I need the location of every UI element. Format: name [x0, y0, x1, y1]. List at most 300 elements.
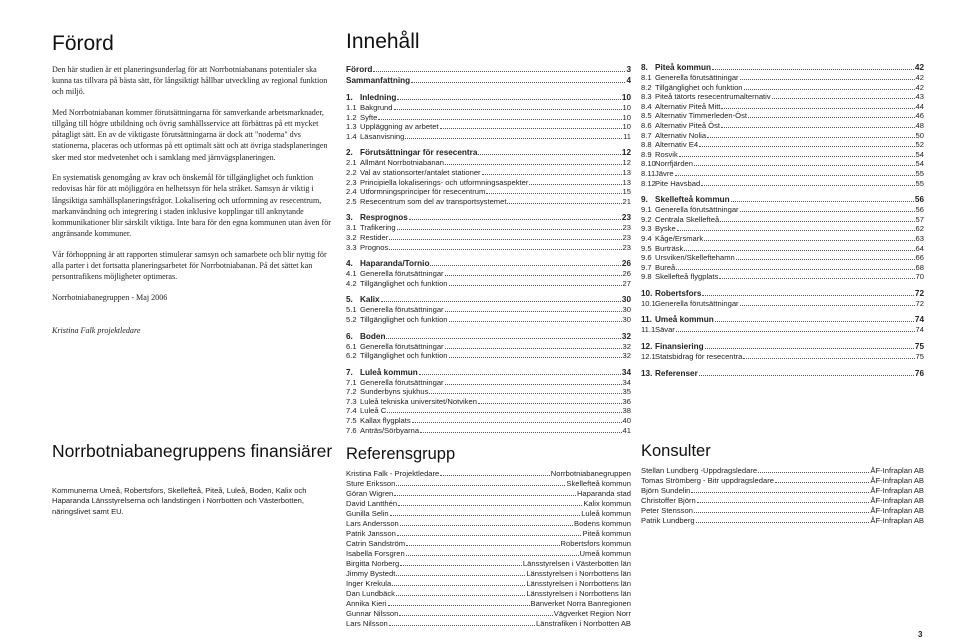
konsult-member [641, 506, 924, 516]
toc-entry-page: 70 [915, 272, 924, 282]
forord-paragraph: Norrbotniabanegruppen - Maj 2006 [52, 292, 168, 302]
toc-entry-title: Generella förutsättningar [360, 341, 444, 351]
dot-leader [486, 193, 621, 194]
dot-leader [478, 403, 622, 404]
toc-entry-number: 4.2 [346, 278, 357, 288]
toc-entry [346, 75, 631, 86]
dot-leader [449, 357, 622, 358]
toc-entry-page: 15 [622, 187, 631, 197]
dot-leader [412, 422, 622, 423]
dot-leader [400, 525, 573, 526]
dot-leader [704, 240, 914, 241]
dot-leader [389, 239, 621, 240]
toc-entry-title: Burträsk [655, 243, 684, 253]
member-organisation: ÅF-Infraplan AB [870, 516, 924, 525]
toc-entry [346, 416, 631, 426]
dot-leader [445, 384, 622, 385]
toc-entry [641, 205, 924, 215]
toc-entry-number: 8.11 [641, 168, 656, 178]
toc-entry-page: 30 [622, 305, 631, 315]
toc-entry-title: Prognos [360, 242, 389, 252]
toc-entry [641, 272, 924, 282]
toc-entry-number: 9.7 [641, 262, 652, 272]
referensgrupp-member [346, 559, 631, 569]
toc-entry-title: Tillgänglighet och funktion [360, 278, 448, 288]
member-name: Lars Andersson [346, 519, 399, 529]
referensgrupp-member [346, 539, 631, 549]
member-organisation: Länsstyrelsen i Norrbottens län [526, 589, 631, 599]
referensgrupp-list [346, 469, 631, 629]
toc-entry-page: 54 [915, 159, 924, 169]
member-organisation: Skellefteå kommun [566, 479, 631, 489]
toc-entry-number: 10.1 [641, 298, 656, 308]
toc-entry-number: 2. [346, 148, 353, 158]
member-organisation: Robertsfors kommun [560, 539, 631, 549]
referensgrupp-member [346, 609, 631, 619]
toc-entry-page: 13 [622, 177, 631, 187]
member-name: Lars Nilsson [346, 619, 388, 629]
dot-leader [696, 522, 870, 523]
member-name: Jimmy Bystedt [346, 569, 396, 579]
toc-entry-title: Statsbidrag för resecentra [655, 352, 743, 362]
toc-entry-number: 6.1 [346, 341, 357, 351]
toc-entry-title: Förord [346, 65, 373, 74]
toc-entry-title: Piteå tätorts resecentrumalternativ [655, 92, 771, 102]
dot-leader [721, 127, 915, 128]
toc-entry-title: Uppläggning av arbetet [360, 122, 439, 132]
toc-entry-title: Principiella lokaliserings- och utformningsaspekter [360, 177, 529, 187]
toc-entry-page: 63 [915, 233, 924, 243]
toc-entry-number: 13. [641, 368, 653, 378]
toc-entry-title: Syfte [360, 112, 378, 122]
dot-leader [676, 269, 914, 270]
toc-entry-number: 7.5 [346, 416, 357, 426]
dot-leader [400, 565, 522, 566]
toc-entry-title: Bureå [655, 262, 676, 272]
toc-entry-page: 23 [622, 242, 631, 252]
member-organisation: ÅF-Infraplan AB [870, 506, 924, 515]
toc-entry-number: 8.7 [641, 130, 652, 140]
toc-entry-title: Jävre [655, 168, 674, 178]
dot-leader [720, 221, 914, 222]
member-name: Patrik Lundberg [641, 516, 695, 525]
dot-leader [697, 502, 870, 503]
toc-entry-number: 1.4 [346, 131, 357, 141]
toc-entry-number: 7.2 [346, 387, 357, 397]
dot-leader [396, 485, 565, 486]
dot-leader [715, 321, 914, 322]
dot-leader [758, 472, 869, 473]
konsult-member [641, 466, 924, 476]
toc-entry-title: Tillgänglighet och funktion [360, 314, 448, 324]
toc-entry [346, 367, 631, 378]
member-name: Christoffer Björn [641, 496, 696, 505]
dot-leader [691, 492, 869, 493]
dot-leader [378, 119, 621, 120]
toc-entry [641, 121, 924, 131]
toc-entry [346, 426, 631, 436]
toc-entry [346, 64, 631, 75]
toc-entry-title: Generella förutsättningar [360, 305, 444, 315]
toc-entry-page: 46 [915, 111, 924, 121]
toc-entry-page: 42 [914, 63, 924, 72]
konsult-member [641, 476, 924, 486]
member-organisation: Länsstyrelsen i Västerbotten län [522, 559, 631, 569]
toc-entry-title: Bakgrund [360, 103, 393, 112]
dot-leader [420, 432, 621, 433]
toc-entry-title: Anträs/Sörbyarna [360, 425, 420, 435]
toc-entry [346, 387, 631, 397]
toc-entry-page: 44 [915, 101, 924, 111]
toc-entry-title: Centrala Skellefteå [655, 214, 720, 224]
toc-entry-title: Utformningsprinciper för resecentrum [360, 187, 486, 197]
referensgrupp-member [346, 529, 631, 539]
toc-entry-page: 64 [915, 243, 924, 253]
dot-leader [675, 175, 915, 176]
toc-entry-page: 57 [915, 214, 924, 224]
toc-entry-title: Sunderbyns sjukhus [360, 387, 429, 397]
dot-leader [445, 311, 622, 312]
signature: Kristina Falk projektledare [52, 325, 141, 335]
member-organisation: Vägverket Region Norr [553, 609, 631, 619]
toc-entry-page: 32 [622, 351, 631, 361]
toc-entry-number: 9.4 [641, 233, 652, 243]
toc-entry-number: 5.2 [346, 314, 357, 324]
member-organisation: Länsstyrelsen i Norrbottens län [526, 579, 631, 589]
toc-entry [346, 351, 631, 361]
toc-entry [641, 244, 924, 254]
konsult-member [641, 496, 924, 506]
toc-entry-page: 42 [915, 73, 924, 82]
toc-entry-title: Umeå kommun [655, 315, 714, 325]
dot-leader [775, 482, 869, 483]
dot-leader [719, 278, 914, 279]
toc-entry-title: Förutsättningar för resecentra [360, 148, 478, 158]
toc-entry-page: 10 [621, 93, 631, 102]
dot-leader [744, 89, 915, 90]
toc-entry-page: 23 [622, 232, 631, 242]
toc-entry-page: 32 [622, 341, 631, 351]
toc-entry [346, 342, 631, 352]
member-name: Sture Eriksson [346, 479, 396, 489]
konsulter-title: Konsulter [641, 442, 711, 460]
toc-entry-title: Boden [360, 331, 386, 341]
toc-entry-number: 3.3 [346, 242, 357, 252]
referensgrupp-title: Referensgrupp [346, 445, 456, 464]
toc-entry-number: 1.2 [346, 112, 357, 122]
dot-leader [399, 615, 552, 616]
dot-leader [482, 174, 622, 175]
toc-entry-number: 9.8 [641, 272, 652, 282]
member-organisation: Piteå kommun [582, 529, 631, 539]
toc-entry-page: 75 [914, 342, 924, 352]
toc-entry-number: 9.1 [641, 205, 652, 215]
dot-leader [445, 348, 622, 349]
toc-entry-number: 11. [641, 315, 652, 325]
dot-leader [398, 505, 582, 506]
toc-entry [641, 62, 924, 73]
dot-leader [677, 230, 915, 231]
toc-entry [641, 179, 924, 189]
toc-entry [346, 279, 631, 289]
toc-entry-page: 55 [915, 178, 924, 188]
toc-entry-page: 30 [621, 295, 631, 305]
toc-entry-number: 3. [346, 213, 353, 223]
dot-leader [445, 164, 622, 165]
dot-leader [440, 475, 550, 476]
toc-entry-title: Referenser [655, 368, 698, 378]
konsult-member [641, 516, 924, 526]
toc-entry-number: 3.1 [346, 223, 357, 233]
dot-leader [707, 137, 914, 138]
toc-entry-page: 23 [622, 223, 631, 233]
toc-entry-title: Rosvik [655, 149, 678, 159]
referensgrupp-member [346, 579, 631, 589]
toc-entry-title: Luleå kommun [360, 367, 418, 377]
toc-entry-page: 55 [915, 168, 924, 178]
dot-leader [684, 250, 914, 251]
member-organisation: ÅF-Infraplan AB [870, 486, 924, 495]
toc-entry-page: 75 [915, 352, 924, 362]
toc-entry-page: 72 [915, 298, 924, 308]
dot-leader [406, 545, 559, 546]
member-organisation: Bodens kommun [574, 519, 631, 529]
dot-leader [406, 555, 579, 556]
member-name: Björn Sundelin [641, 486, 691, 495]
toc-entry-page: 42 [915, 82, 924, 92]
toc-entry-page: 23 [621, 213, 631, 223]
member-name: Kristina Falk - Projektledare [346, 469, 440, 479]
toc-entry-number: 7.3 [346, 396, 357, 406]
dot-leader [411, 82, 625, 83]
dot-leader [701, 185, 914, 186]
toc-entry [346, 92, 631, 103]
forord-paragraph: Vår förhoppning är att rapporten stimulerar samsyn och samarbete och blir nyttig för alla parter i det fortsatta planeringsarbetet för Norrbotniabanan. På det sättet kan persontrafikens möjligheter optimeras. [52, 249, 327, 281]
dot-leader [386, 338, 620, 339]
member-name: Göran Wigren [346, 489, 394, 499]
toc-entry [641, 288, 924, 299]
dot-leader [397, 99, 621, 100]
toc-entry-title: Norrfjärden [655, 159, 693, 169]
toc-entry-page: 27 [622, 278, 631, 288]
dot-leader [389, 625, 535, 626]
toc-entry-page: 12 [622, 158, 631, 168]
toc-entry-number: 8.3 [641, 92, 652, 102]
toc-entry [641, 194, 924, 205]
toc-entry-number: 6. [346, 331, 353, 341]
dot-leader [394, 495, 576, 496]
member-name: Peter Stensson [641, 506, 693, 515]
toc-entry-page: 10 [622, 103, 631, 112]
member-organisation: Kalix kommun [583, 499, 631, 509]
toc-entry [346, 397, 631, 407]
toc-entry-page: 68 [915, 262, 924, 272]
dot-leader [740, 305, 915, 306]
toc-entry-page: 30 [622, 314, 631, 324]
dot-leader [705, 348, 914, 349]
toc-entry-title: Pite Havsbad [655, 178, 701, 188]
toc-entry-page: 32 [621, 331, 631, 341]
toc-entry-title: Kalix [360, 295, 380, 305]
toc-entry-number: 2.1 [346, 158, 357, 168]
toc-entry-number: 2.2 [346, 167, 357, 177]
konsult-member [641, 486, 924, 496]
forord-paragraph: Den här studien är ett planeringsunderlag för att Norrbotniabanans potentialer ska kunna tas tillvara på bästa sätt, för långsiktigt hållbar utveckling av regional funktion och miljö. [52, 65, 328, 97]
dot-leader [731, 201, 914, 202]
toc-entry-title: Haparanda/Tornio [360, 259, 430, 269]
toc-entry [641, 253, 924, 263]
dot-leader [748, 117, 915, 118]
member-name: Stellan Lundberg -Uppdragsledare [641, 466, 758, 475]
toc-entry-title: Finansiering [655, 342, 704, 352]
toc-entry [641, 352, 924, 362]
toc-entry [641, 159, 924, 169]
toc-entry-title: Trafikering [360, 223, 396, 233]
member-organisation: ÅF-Infraplan AB [870, 476, 924, 485]
toc-entry [346, 197, 631, 207]
forord-paragraph: En systematisk genomgång av krav och önskemål för tillgänglighet och funktion redovisas här för att möjliggöra en helhetssyn för hela stråket. Samsyn är viktig i långsiktiga samhällsplaneringsfrågor. Lokalisering och utformning av resecentrum, markanvändning och integrering i staden inklusive kopplingar till anknytande kommunikationer blir särskilt viktiga. Inte bara för den egna kommunen utan även för angränsande kommuner. [52, 173, 331, 239]
toc-entry-title: Skellefteå kommun [655, 195, 730, 205]
forord-section [52, 32, 334, 335]
toc-entry [346, 243, 631, 253]
member-name: Gunnar Nilsson [346, 609, 399, 619]
toc-entry-title: Alternativ Timmerleden-Öst [655, 111, 747, 121]
member-name: Patrik Jansson [346, 529, 396, 539]
referensgrupp-member [346, 519, 631, 529]
toc-entry-title: Sävar [655, 325, 675, 335]
dot-leader [419, 374, 621, 375]
referensgrupp-member [346, 619, 631, 629]
referensgrupp-member [346, 489, 631, 499]
referensgrupp-member [346, 589, 631, 599]
referensgrupp-member [346, 569, 631, 579]
toc-entry-number: 6.2 [346, 351, 357, 361]
toc-entry-number: 2.3 [346, 177, 357, 187]
toc-entry-number: 8.12 [641, 178, 656, 188]
toc-entry [641, 299, 924, 309]
toc-entry-page: 48 [915, 120, 924, 130]
toc-entry [641, 131, 924, 141]
toc-entry [346, 305, 631, 315]
toc-entry [346, 158, 631, 168]
toc-entry-page: 54 [915, 149, 924, 159]
toc-entry-number: 1.3 [346, 122, 357, 132]
toc-entry-page: 26 [622, 269, 631, 279]
dot-leader [699, 375, 914, 376]
toc-entry-title: Luleå C [360, 406, 387, 416]
toc-entry-title: Generella förutsättningar [655, 205, 739, 215]
toc-entry-number: 2.5 [346, 196, 357, 206]
toc-entry [346, 258, 631, 269]
toc-entry-page: 56 [914, 195, 924, 205]
toc-entry-number: 12. [641, 342, 653, 352]
dot-leader [449, 321, 622, 322]
toc-entry-page: 56 [915, 205, 924, 215]
toc-entry [346, 113, 631, 123]
toc-entry-page: 13 [622, 167, 631, 177]
toc-entry-number: 8.10 [641, 159, 656, 169]
toc-entry [346, 378, 631, 388]
dot-leader [392, 585, 525, 586]
toc-entry [641, 325, 924, 335]
toc-entry [641, 169, 924, 179]
dot-leader [445, 275, 622, 276]
dot-leader [676, 331, 915, 332]
member-name: Birgitta Norberg [346, 559, 400, 569]
toc-entry [346, 406, 631, 416]
toc-entry [641, 314, 924, 325]
toc-entry-number: 9.5 [641, 243, 652, 253]
toc-entry [641, 73, 924, 83]
toc-entry-number: 10. [641, 288, 653, 298]
toc-entry [641, 224, 924, 234]
toc-entry-title: Luleå tekniska universitet/Notviken [360, 396, 477, 406]
toc-section [346, 30, 631, 629]
dot-leader [721, 108, 914, 109]
toc-entry [641, 341, 924, 352]
toc-entry [641, 111, 924, 121]
konsulter-list [641, 466, 924, 526]
toc-entry-title: Kåge/Ersmark [655, 233, 704, 243]
dot-leader [694, 165, 915, 166]
toc-entry-title: Kallax flygplats [360, 416, 411, 426]
toc-entry [641, 263, 924, 273]
toc-entry-number: 8.1 [641, 73, 652, 82]
forord-paragraph: Med Norrbotniabanan kommer förutsättningarna för samverkande arbetsmarknader, tillgång till högre utbildning och övrig samhällsservice att förbättras på ett mycket påtagligt sätt. En av de viktigaste förutsättningarna är dock att "noderna" dvs stationerna, placeras och utformas på ett optimalt sätt och att övriga stadsplaneringen sker med stor medvetenhet och i samklang med järnvägsplaneringen. [52, 107, 328, 162]
toc-entry-number: 8.8 [641, 140, 652, 150]
dot-leader [440, 128, 622, 129]
toc-entry [346, 132, 631, 142]
member-name: Isabella Forsgren [346, 549, 405, 559]
toc-entry [346, 168, 631, 178]
toc-entry-number: 9.6 [641, 253, 652, 263]
toc-entry-number: 8.9 [641, 149, 652, 159]
dot-leader [449, 285, 622, 286]
toc-entry-page: 10 [622, 112, 631, 122]
toc-entry-page: 50 [915, 130, 924, 140]
toc-entry [641, 215, 924, 225]
dot-leader [387, 412, 621, 413]
toc-entry-title: Generella förutsättningar [655, 73, 739, 82]
referensgrupp-member [346, 549, 631, 559]
toc-entry-page: 62 [915, 224, 924, 234]
toc-entry-title: Val av stationsorter/antalet stationer [360, 167, 481, 177]
referensgrupp-member [346, 479, 631, 489]
forord-title: Förord [52, 32, 114, 55]
dot-leader [679, 156, 915, 157]
toc-entry [346, 315, 631, 325]
toc-entry-title: Alternativ Piteå Mitt [655, 101, 721, 111]
toc-entry-number: 1. [346, 93, 353, 102]
toc-entry-number: 4. [346, 259, 353, 269]
toc-entry-title: Resecentrum som del av transportsystemet [360, 196, 507, 206]
toc-entry [641, 234, 924, 244]
dot-leader [390, 515, 581, 516]
toc-entry-page: 11 [623, 131, 631, 141]
dot-leader [712, 69, 914, 70]
toc-entry-title: Generella förutsättningar [655, 298, 739, 308]
toc-entry [641, 150, 924, 160]
toc-entry-number: 8. [641, 63, 648, 72]
toc-entry [346, 223, 631, 233]
dot-leader [694, 512, 869, 513]
toc-entry-title: Restider [360, 232, 389, 242]
toc-entry [346, 187, 631, 197]
toc-entry [346, 122, 631, 132]
toc-entry-number: 9.2 [641, 214, 652, 224]
dot-leader [405, 138, 622, 139]
referensgrupp-member [346, 599, 631, 609]
